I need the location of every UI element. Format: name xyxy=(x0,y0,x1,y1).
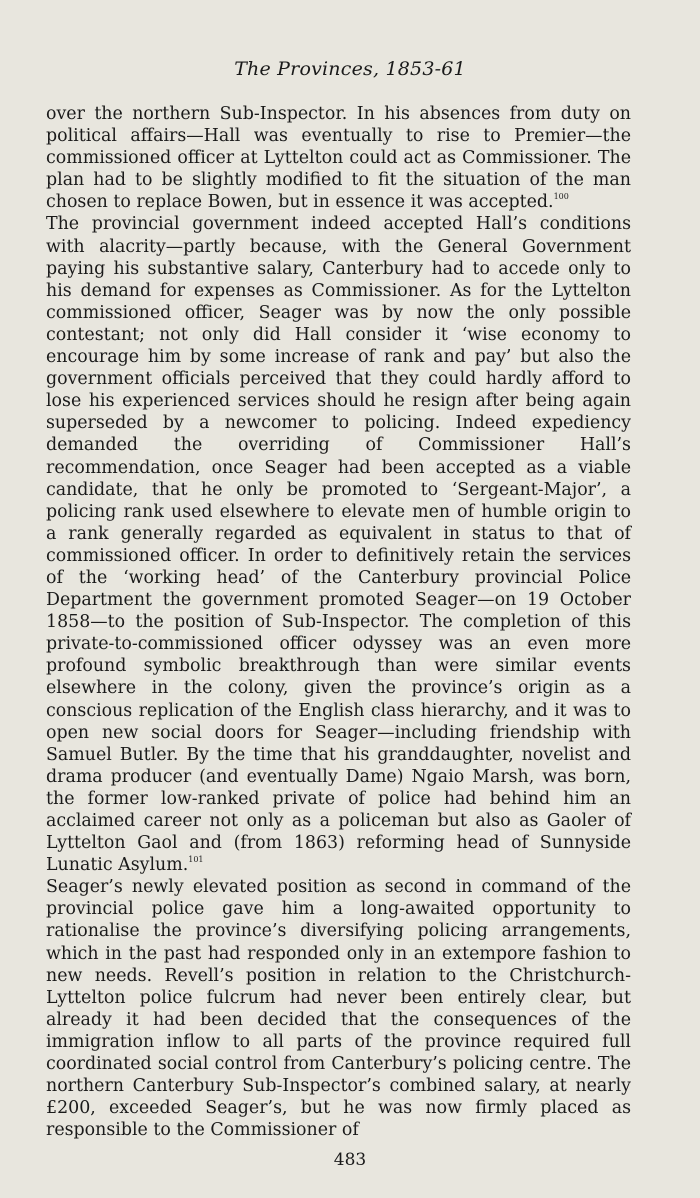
footnote-ref: 101 xyxy=(188,855,204,865)
body-text xyxy=(46,103,631,1141)
page-number: 483 xyxy=(333,1150,367,1170)
paragraph-text: The provincial government indeed accepted Hall’s conditions with alacrity—partly because, with the General Government paying his substantive salary, Canterbury had to accede only to his demand for expenses as Commissioner. As for the Lyttelton commissioned officer, Seager was by now the only possible contestant; not only did Hall consider it ‘wise economy to encourage him by some increase of rank and pay’ but also the government officials perceived that they could hardly afford to lose his experienced services should he resign after being again superseded by a newcomer to policing. Indeed expediency demanded the overriding of Commissioner Hall’s recommendation, once Seager had been accepted as a viable candidate, that he only be promoted to ‘Sergeant-Major’, a policing rank used elsewhere to elevate men of humble origin to a rank generally regarded as equivalent in status to that of commissioned officer. In order to definitively retain the services of the ‘working head’ of the Canterbury provincial Police Department the government promoted Seager—on 19 October 1858—to the position of Sub-Inspector. The completion of this private-to-commissioned officer odyssey was an even more profound symbolic breakthrough than were similar events elsewhere in the colony, given the province’s origin as a conscious replication of the English class hierarchy, and it was to open new social doors for Seager—including friendship with Samuel Butler. By the time that his granddaughter, novelist and drama producer (and eventually Dame) Ngaio Marsh, was born, the former low-ranked private of police had behind him an acclaimed career not only as a policeman but also as Gaoler of Lyttelton Gaol and (from 1863) reforming head of Sunnyside Lunatic Asylum. xyxy=(46,214,631,876)
paragraph-text: Seager’s newly elevated position as second in command of the provincial police gave him a long-awaited opportunity to rationalise the province’s diversifying policing arrangements, which in the past had responded only in an extempore fashion to new needs. Revell’s position in relation to the Christchurch-Lyttelton police fulcrum had never been entirely clear, but already it had been decided that the consequences of the immigration inflow to all parts of the province required full coordinated social control from Canterbury’s policing centre. The northern Canterbury Sub-Inspector’s combined salary, at nearly £200, exceeded Seager’s, but he was now firmly placed as responsible to the Commissioner of xyxy=(46,877,631,1141)
paragraph-text: over the northern Sub-Inspector. In his absences from duty on political affairs—Hall was eventually to rise to Premier—the commissioned officer at Lyttelton could act as Commissioner. The plan had to be slightly modified to fit the situation of the man chosen to replace Bowen, but in essence it was accepted. xyxy=(46,104,631,213)
running-head: The Provinces, 1853-61 xyxy=(234,58,466,80)
paragraph xyxy=(46,213,631,876)
paragraph xyxy=(46,876,631,1141)
footnote-ref: 100 xyxy=(553,192,569,202)
paragraph xyxy=(46,103,631,213)
